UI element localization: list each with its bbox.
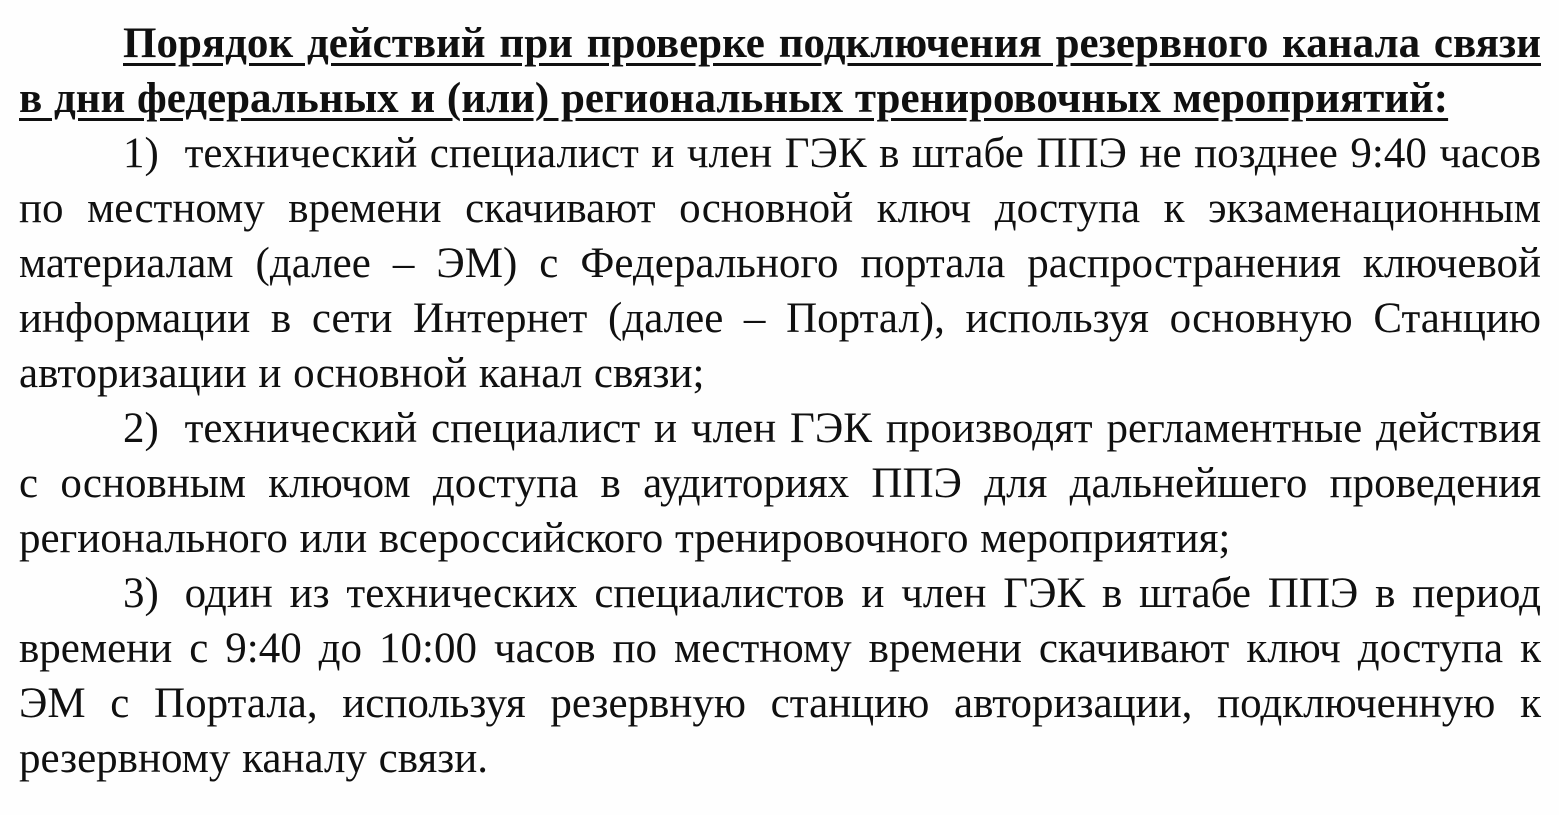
document-heading	[19, 16, 1541, 126]
item-1-number: 1)	[123, 130, 159, 177]
paragraph-item-1	[19, 126, 1541, 401]
heading-underlined-text: Порядок действий при проверке подключения резервного канала связи в дни федеральных и (или) региональных тренировочных мероприятий:	[19, 20, 1541, 122]
item-2-text: технический специалист и член ГЭК производят регламентные действия с основным ключом доступа в аудиториях ППЭ для дальнейшего проведения регионального или всероссийского тренировочного мероприятия;	[19, 405, 1541, 562]
paragraph-item-2	[19, 401, 1541, 566]
item-3-number: 3)	[123, 570, 159, 617]
item-1-text: технический специалист и член ГЭК в штабе ППЭ не позднее 9:40 часов по местному времени скачивают основной ключ доступа к экзаменационным материалам (далее – ЭМ) с Федерального портала распространения ключевой информации в сети Интернет (далее – Портал), используя основную Станцию авторизации и основной канал связи;	[19, 130, 1541, 397]
item-2-number: 2)	[123, 405, 159, 452]
item-3-text: один из технических специалистов и член ГЭК в штабе ППЭ в период времени с 9:40 до 10:00 часов по местному времени скачивают ключ доступа к ЭМ с Портала, используя резервную станцию авторизации, подключенную к резервному каналу связи.	[19, 570, 1541, 782]
paragraph-item-3	[19, 566, 1541, 786]
document-body	[19, 16, 1541, 786]
